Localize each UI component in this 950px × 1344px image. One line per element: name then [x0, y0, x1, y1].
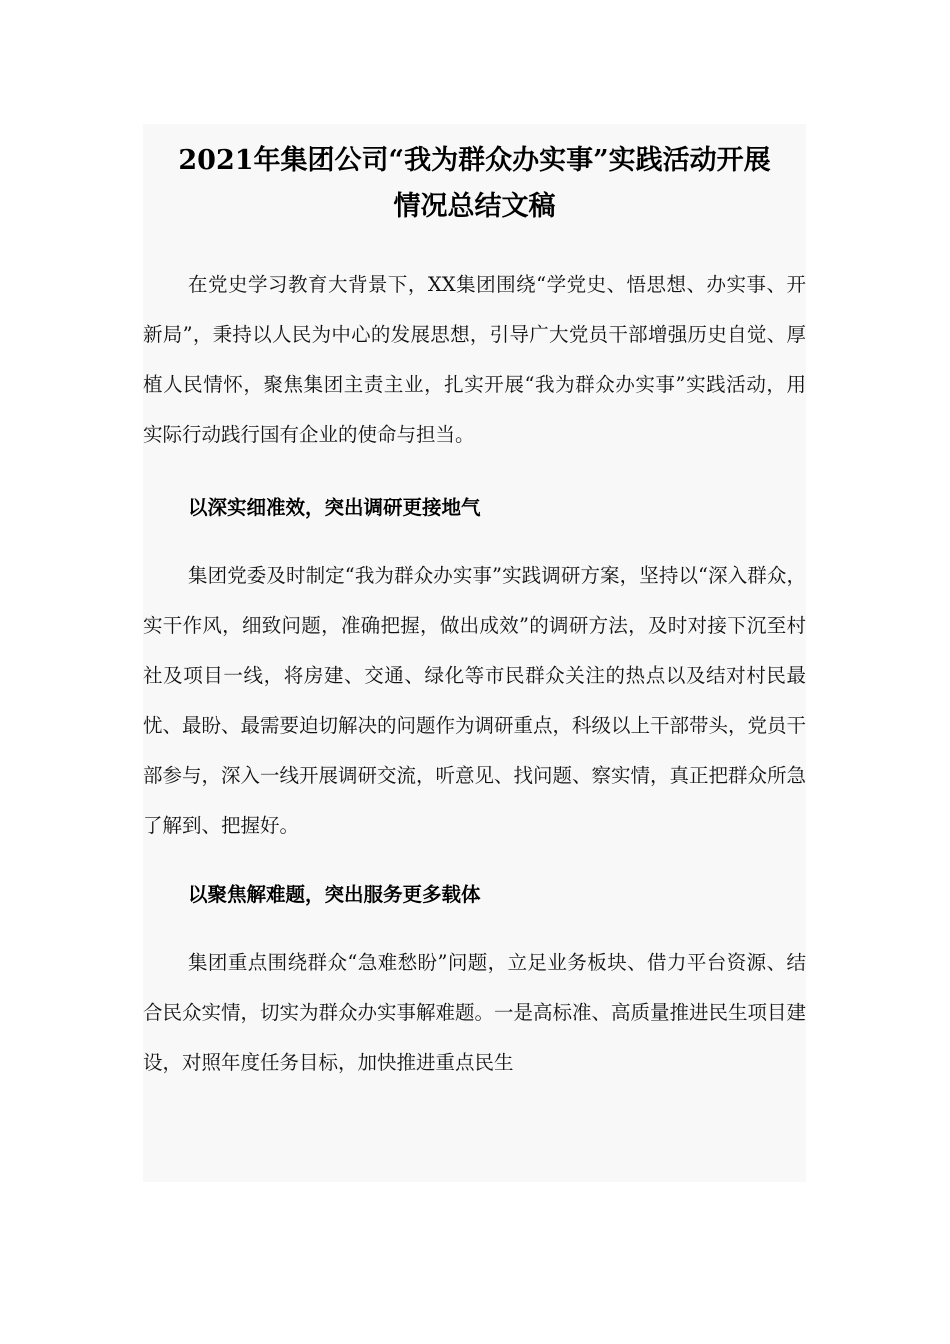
- title-line-1: 2021年集团公司“我为群众办实事”实践活动开展: [178, 145, 771, 176]
- section-heading-service: 以聚焦解难题，突出服务更多载体: [188, 883, 481, 906]
- paragraph-intro: 在党史学习教育大背景下，XX集团围绕“学党史、悟思想、办实事、开新局”，秉持以人民为中心的发展思想，引导广大党员干部增强历史自觉、厚植人民情怀，聚焦集团主责主业，扎实开展“我为群众办实事”实践活动，用实际行动践行国有企业的使命与担当。: [143, 273, 806, 446]
- paragraph-research: 集团党委及时制定“我为群众办实事”实践调研方案，坚持以“深入群众，实干作风，细致问题，准确把握，做出成效”的调研方法，及时对接下沉至村社及项目一线，将房建、交通、绿化等市民群众关注的热点以及结对村民最忧、最盼、最需要迫切解决的问题作为调研重点，科级以上干部带头，党员干部参与，深入一线开展调研交流，听意见、找问题、察实情，真正把群众所急了解到、把握好。: [143, 564, 806, 837]
- paragraph-service: 集团重点围绕群众“急难愁盼”问题，立足业务板块、借力平台资源、结合民众实情，切实为群众办实事解难题。一是高标准、高质量推进民生项目建设，对照年度任务目标，加快推进重点民生: [143, 951, 806, 1074]
- document-title: [143, 138, 806, 230]
- section-heading-research: 以深实细准效，突出调研更接地气: [188, 496, 481, 519]
- document-text-area: [143, 124, 806, 1182]
- title-line-2: 情况总结文稿: [393, 191, 556, 222]
